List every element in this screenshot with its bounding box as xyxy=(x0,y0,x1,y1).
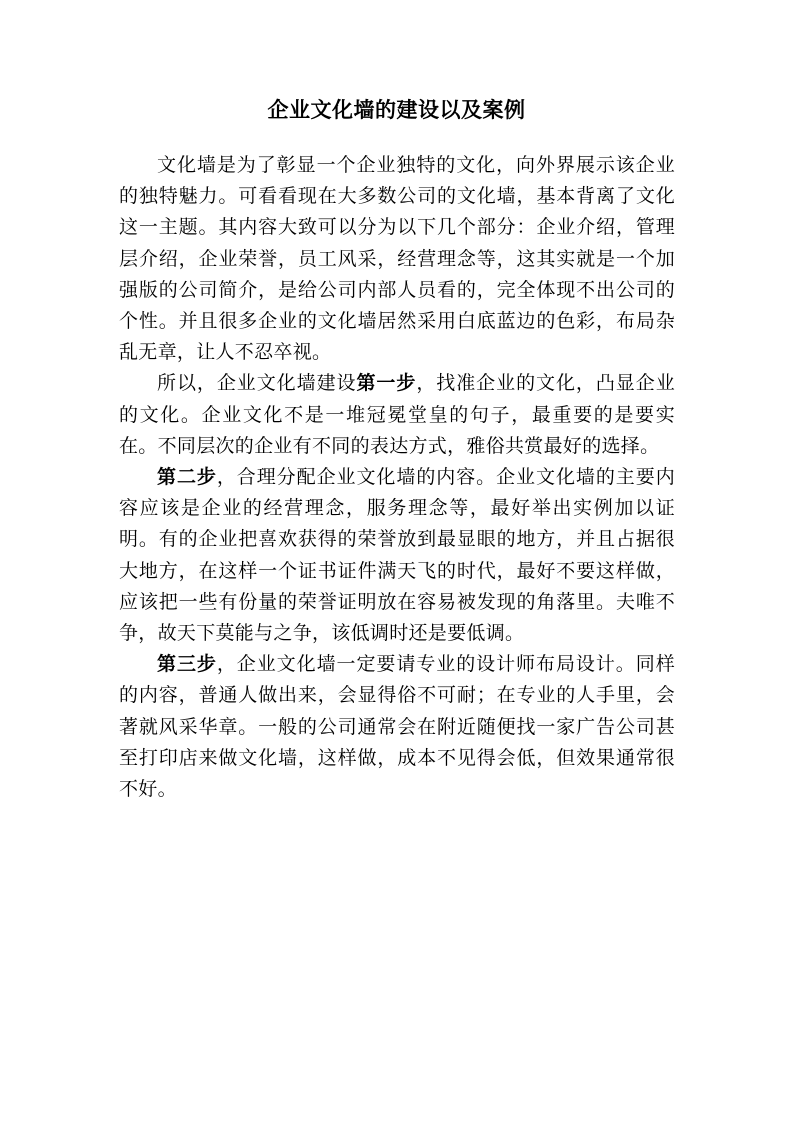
paragraph-step-two xyxy=(119,462,675,649)
paragraph-step-one-text: ，找准企业的文化，凸显企业的文化。企业文化不是一堆冠冕堂皇的句子，最重要的是要实在。不同层次的企业有不同的表达方式，雅俗共赏最好的选择。 xyxy=(119,372,675,457)
paragraph-step-one xyxy=(119,368,675,462)
step-two-label: 第二步 xyxy=(157,466,217,489)
document-title: 企业文化墙的建设以及案例 xyxy=(267,97,526,122)
paragraph-step-one-lead: 所以，企业文化墙建设 xyxy=(157,372,357,395)
paragraph-step-two-text: ，合理分配企业文化墙的内容。企业文化墙的主要内容应该是企业的经营理念，服务理念等，最好举出实例加以证明。有的企业把喜欢获得的荣誉放到最显眼的地方，并且占据很大地方，在这样一个证书证件满天飞的时代，最好不要这样做，应该把一些有份量的荣誉证明放在容易被发现的角落里。夫唯不争，故天下莫能与之争，该低调时还是要低调。 xyxy=(119,466,675,645)
document-body xyxy=(119,150,675,805)
paragraph-step-three xyxy=(119,649,675,805)
step-three-label: 第三步 xyxy=(157,653,217,676)
paragraph-intro-text: 文化墙是为了彰显一个企业独特的文化，向外界展示该企业的独特魅力。可看看现在大多数公司的文化墙，基本背离了文化这一主题。其内容大致可以分为以下几个部分：企业介绍，管理层介绍，企业荣誉，员工风采，经营理念等，这其实就是一个加强版的公司简介，是给公司内部人员看的，完全体现不出公司的个性。并且很多企业的文化墙居然采用白底蓝边的色彩，布局杂乱无章，让人不忍卒视。 xyxy=(119,154,675,364)
paragraph-intro xyxy=(119,150,675,368)
step-one-label: 第一步 xyxy=(356,372,417,395)
paragraph-step-three-text: ，企业文化墙一定要请专业的设计师布局设计。同样的内容，普通人做出来，会显得俗不可耐；在专业的人手里，会著就风采华章。一般的公司通常会在附近随便找一家广告公司甚至打印店来做文化墙，这样做，成本不见得会低，但效果通常很不好。 xyxy=(119,653,675,801)
